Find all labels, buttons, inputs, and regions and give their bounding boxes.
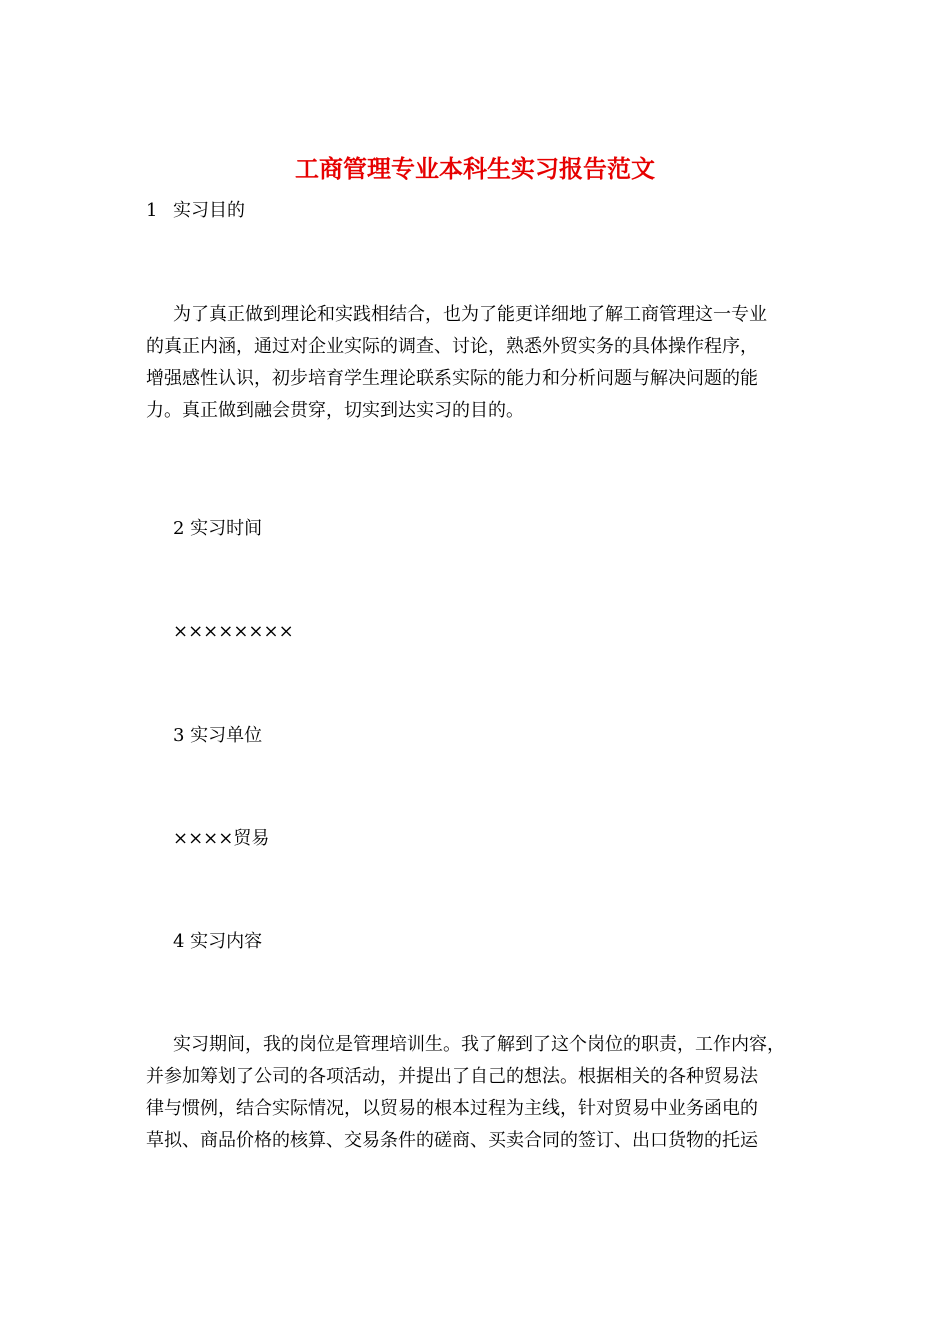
paragraph-line: 的真正内涵，通过对企业实际的调查、讨论，熟悉外贸实务的具体操作程序， xyxy=(146,336,758,357)
section-1-heading xyxy=(146,198,245,224)
section-1-heading-text: 实习目的 xyxy=(173,200,245,221)
section-4-paragraph xyxy=(146,1029,811,1157)
paragraph-line: 力。真正做到融会贯穿，切实到达实习的目的。 xyxy=(146,400,524,421)
section-1-paragraph xyxy=(146,299,811,427)
section-4-heading: 4 实习内容 xyxy=(173,931,263,952)
paragraph-line: 律与惯例，结合实际情况，以贸易的根本过程为主线，针对贸易中业务函电的 xyxy=(146,1098,758,1119)
paragraph-line: 并参加筹划了公司的各项活动，并提出了自己的想法。根据相关的各种贸易法 xyxy=(146,1066,758,1087)
paragraph-line: 草拟、商品价格的核算、交易条件的磋商、买卖合同的签订、出口货物的托运 xyxy=(146,1130,758,1151)
section-2-heading: 2 实习时间 xyxy=(173,518,263,539)
paragraph-line: 为了真正做到理论和实践相结合，也为了能更详细地了解工商管理这一专业 xyxy=(173,304,767,325)
section-3-heading: 3 实习单位 xyxy=(173,725,263,746)
paragraph-line: 实习期间，我的岗位是管理培训生。我了解到了这个岗位的职责，工作内容， xyxy=(173,1034,785,1055)
document-title: 工商管理专业本科生实习报告范文 xyxy=(295,154,655,183)
section-2-body: ×××××××× xyxy=(173,621,294,642)
section-1-number: 1 xyxy=(146,200,158,221)
paragraph-line: 增强感性认识，初步培育学生理论联系实际的能力和分析问题与解决问题的能 xyxy=(146,368,758,389)
section-3-body: ××××贸易 xyxy=(173,828,270,849)
